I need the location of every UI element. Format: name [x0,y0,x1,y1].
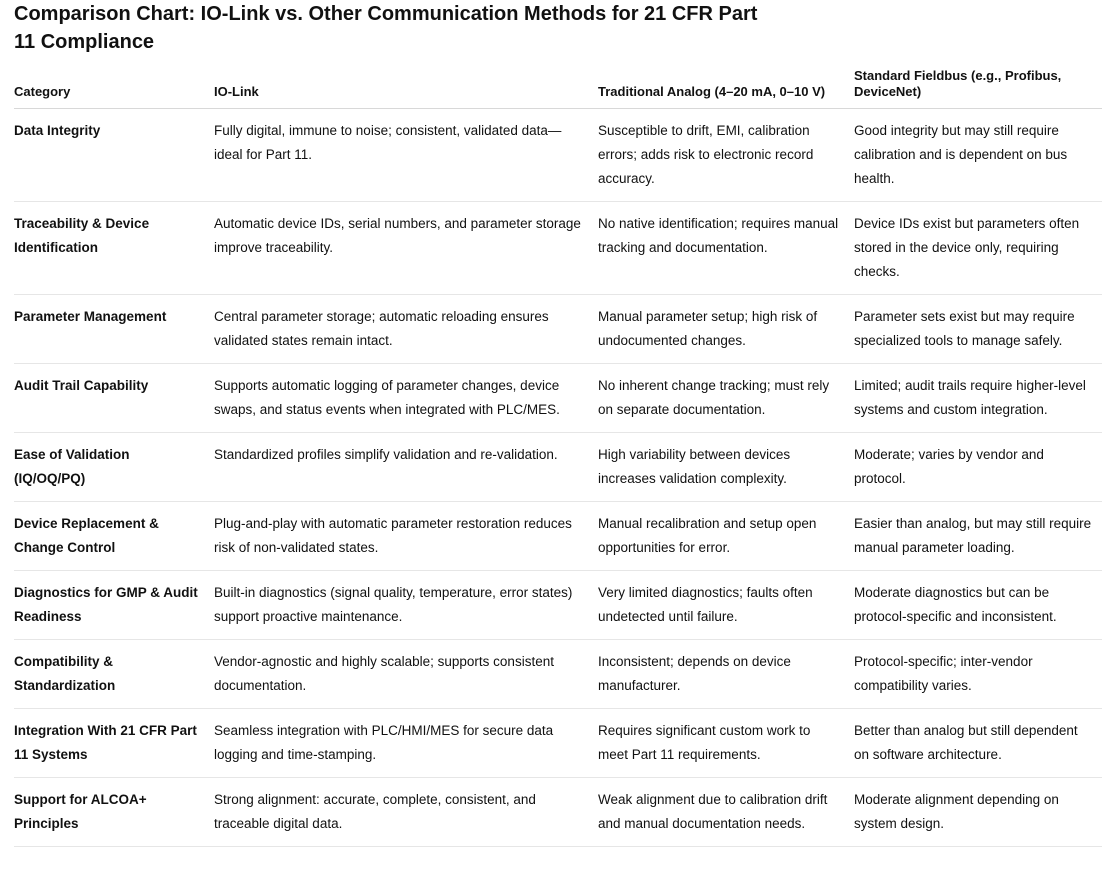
row-category: Diagnostics for GMP & Audit Readiness [14,571,214,640]
table-row [14,709,1102,778]
cell-fieldbus: Protocol-specific; inter-vendor compatibility varies. [854,640,1102,709]
cell-io-link: Central parameter storage; automatic reloading ensures validated states remain intact. [214,295,598,364]
cell-fieldbus: Moderate; varies by vendor and protocol. [854,433,1102,502]
header-traditional-analog: Traditional Analog (4–20 mA, 0–10 V) [598,66,854,109]
header-category: Category [14,66,214,109]
row-category: Support for ALCOA+ Principles [14,778,214,847]
row-category: Audit Trail Capability [14,364,214,433]
document [14,0,1102,847]
row-category: Device Replacement & Change Control [14,502,214,571]
header-standard-fieldbus: Standard Fieldbus (e.g., Profibus, DeviceNet) [854,66,1102,109]
row-category: Integration With 21 CFR Part 11 Systems [14,709,214,778]
row-category: Data Integrity [14,109,214,202]
table-row [14,778,1102,847]
table-row [14,202,1102,295]
cell-io-link: Supports automatic logging of parameter changes, device swaps, and status events when integrated with PLC/MES. [214,364,598,433]
cell-analog: No native identification; requires manual tracking and documentation. [598,202,854,295]
cell-analog: Manual parameter setup; high risk of undocumented changes. [598,295,854,364]
cell-analog: Inconsistent; depends on device manufacturer. [598,640,854,709]
cell-analog: Requires significant custom work to meet Part 11 requirements. [598,709,854,778]
row-category: Traceability & Device Identification [14,202,214,295]
comparison-table [14,66,1102,847]
cell-analog: Weak alignment due to calibration drift and manual documentation needs. [598,778,854,847]
cell-fieldbus: Device IDs exist but parameters often stored in the device only, requiring checks. [854,202,1102,295]
cell-io-link: Seamless integration with PLC/HMI/MES for secure data logging and time-stamping. [214,709,598,778]
table-header-row [14,66,1102,109]
cell-analog: Very limited diagnostics; faults often undetected until failure. [598,571,854,640]
cell-io-link: Plug-and-play with automatic parameter restoration reduces risk of non-validated states. [214,502,598,571]
cell-io-link: Strong alignment: accurate, complete, consistent, and traceable digital data. [214,778,598,847]
cell-io-link: Vendor-agnostic and highly scalable; supports consistent documentation. [214,640,598,709]
table-row [14,433,1102,502]
cell-fieldbus: Better than analog but still dependent on software architecture. [854,709,1102,778]
cell-analog: Manual recalibration and setup open opportunities for error. [598,502,854,571]
table-row [14,364,1102,433]
table-row [14,295,1102,364]
table-row [14,502,1102,571]
page-title: Comparison Chart: IO-Link vs. Other Communication Methods for 21 CFR Part 11 Compliance [14,3,758,53]
table-row [14,109,1102,202]
header-io-link: IO-Link [214,66,598,109]
row-category: Ease of Validation (IQ/OQ/PQ) [14,433,214,502]
cell-io-link: Automatic device IDs, serial numbers, and parameter storage improve traceability. [214,202,598,295]
cell-analog: No inherent change tracking; must rely on separate documentation. [598,364,854,433]
cell-io-link: Built-in diagnostics (signal quality, temperature, error states) support proactive maintenance. [214,571,598,640]
cell-fieldbus: Parameter sets exist but may require specialized tools to manage safely. [854,295,1102,364]
cell-fieldbus: Moderate diagnostics but can be protocol-specific and inconsistent. [854,571,1102,640]
cell-io-link: Fully digital, immune to noise; consistent, validated data—ideal for Part 11. [214,109,598,202]
cell-fieldbus: Moderate alignment depending on system design. [854,778,1102,847]
cell-fieldbus: Limited; audit trails require higher-level systems and custom integration. [854,364,1102,433]
cell-analog: Susceptible to drift, EMI, calibration errors; adds risk to electronic record accuracy. [598,109,854,202]
table-row [14,571,1102,640]
row-category: Parameter Management [14,295,214,364]
cell-fieldbus: Easier than analog, but may still require manual parameter loading. [854,502,1102,571]
row-category: Compatibility & Standardization [14,640,214,709]
cell-analog: High variability between devices increases validation complexity. [598,433,854,502]
table-row [14,640,1102,709]
cell-io-link: Standardized profiles simplify validation and re-validation. [214,433,598,502]
cell-fieldbus: Good integrity but may still require calibration and is dependent on bus health. [854,109,1102,202]
